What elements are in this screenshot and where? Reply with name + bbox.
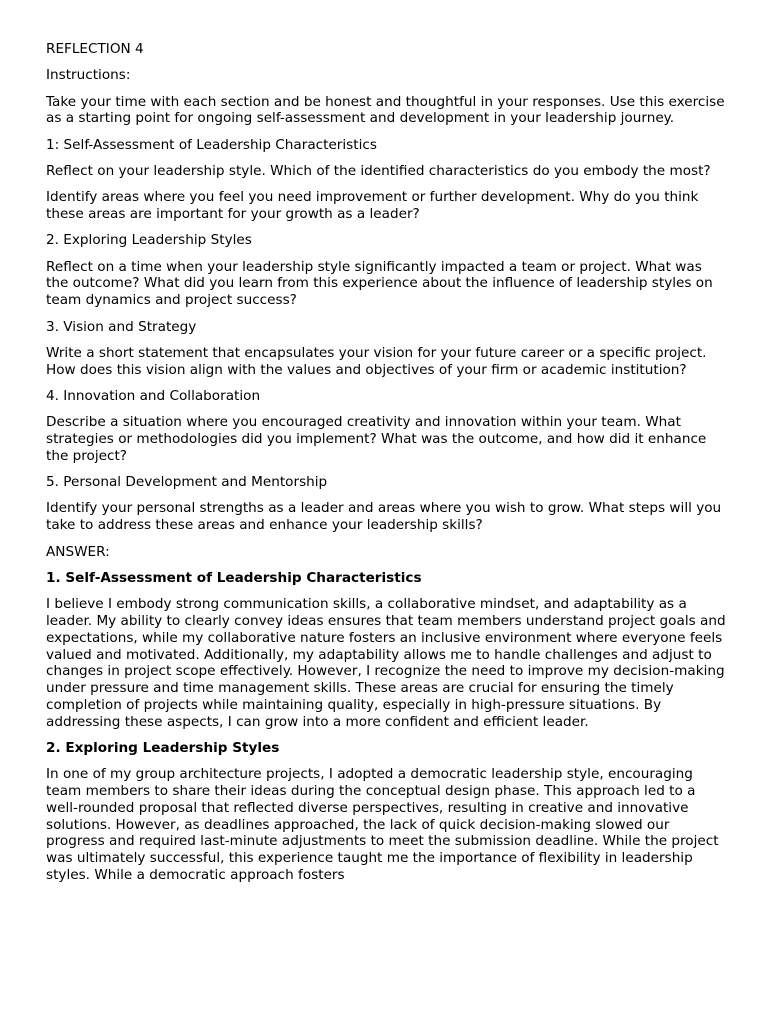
answer-body: I believe I embody strong communication skills, a collaborative mindset, and adaptability as a leader. My ability to clearly convey ideas ensures that team members understand project goals and expectations, while my collaborative nature fosters an inclusive environment where everyone feels valued and motivated. Additionally, my adaptability allows me to handle challenges and adjust to changes in project scope effectively. However, I recognize the need to improve my decision-making under pressure and time management skills. These areas are crucial for ensuring the timely completion of projects while maintaining quality, especially in high-pressure situations. By addressing these aspects, I can grow into a more confident and efficient leader.: [46, 596, 726, 730]
question-prompt: Reflect on your leadership style. Which of the identified characteristics do you embody the most?: [46, 162, 711, 179]
question-heading: 5. Personal Development and Mentorship: [46, 474, 328, 491]
answer-label: ANSWER:: [46, 543, 110, 560]
question-heading: 3. Vision and Strategy: [46, 318, 197, 335]
question-heading: 2. Exploring Leadership Styles: [46, 232, 252, 249]
document-title: REFLECTION 4: [46, 41, 144, 57]
question-prompt: Write a short statement that encapsulates your vision for your future career or a specific project. How does this vision align with the values and objectives of your firm or academic institution?: [46, 344, 707, 378]
intro-paragraph: Take your time with each section and be honest and thoughtful in your responses. Use this exercise as a starting point for ongoing self-assessment and development in your leadership journey.: [46, 93, 725, 127]
question-prompt: Identify areas where you feel you need improvement or further development. Why do you think these areas are important for your growth as a leader?: [46, 189, 699, 223]
question-prompt: Describe a situation where you encouraged creativity and innovation within your team. What strategies or methodologies did you implement? What was the outcome, and how did it enhance the project?: [46, 414, 707, 464]
answer-heading: 1. Self-Assessment of Leadership Characteristics: [46, 569, 422, 586]
question-heading: 1: Self-Assessment of Leadership Characteristics: [46, 136, 377, 153]
instructions-label: Instructions:: [46, 67, 131, 84]
question-heading: 4. Innovation and Collaboration: [46, 387, 261, 404]
question-prompt: Identify your personal strengths as a leader and areas where you wish to grow. What steps will you take to address these areas and enhance your leadership skills?: [46, 500, 722, 534]
question-prompt: Reflect on a time when your leadership style significantly impacted a team or project. What was the outcome? What did you learn from this experience about the influence of leadership styles on team dynamics and project success?: [46, 258, 713, 309]
answer-heading: 2. Exploring Leadership Styles: [46, 740, 280, 756]
document-page: [46, 41, 726, 893]
answer-body: In one of my group architecture projects, I adopted a democratic leadership style, encouraging team members to share their ideas during the conceptual design phase. This approach led to a well-rounded proposal that reflected diverse perspectives, resulting in creative and innovative solutions. However, as deadlines approached, the lack of quick decision-making slowed our progress and required last-minute adjustments to meet the submission deadline. While the project was ultimately successful, this experience taught me the importance of flexibility in leadership styles. While a democratic approach fosters: [46, 766, 719, 884]
